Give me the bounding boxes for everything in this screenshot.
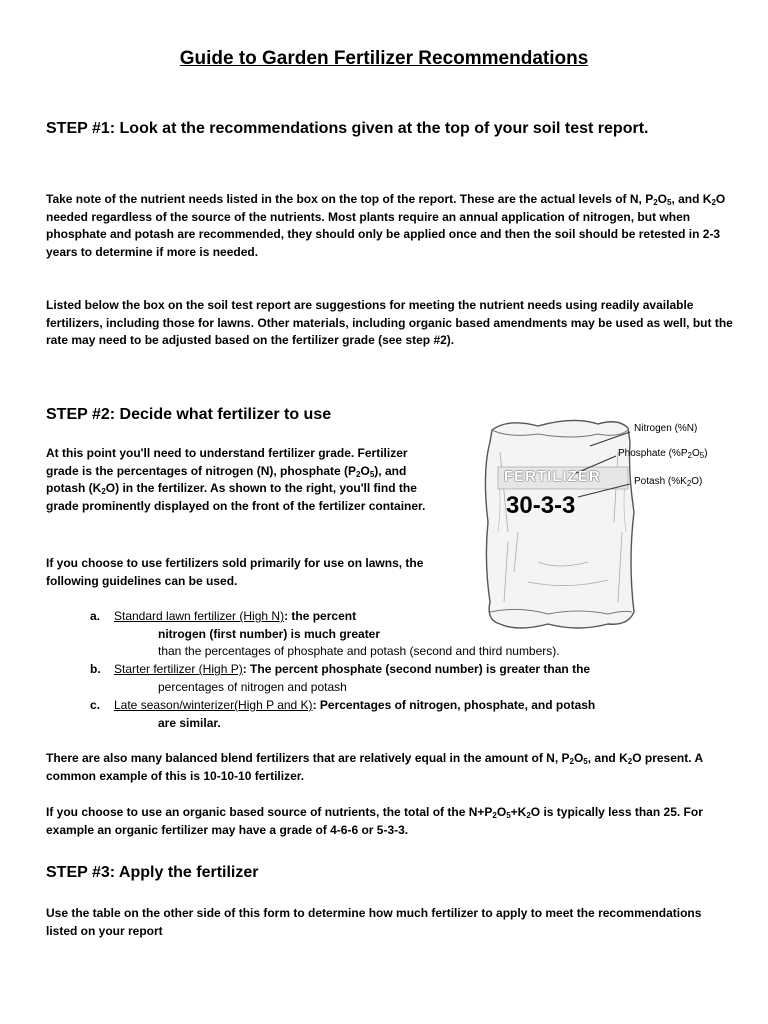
list-item-a: a. Standard lawn fertilizer (High N): the percent nitrogen (first number) is much greater than the percentages of phosphate and potash (second and third numbers).: [90, 609, 560, 658]
step1-heading: STEP #1: Look at the recommendations given at the top of your soil test report.: [46, 120, 649, 137]
step1-paragraph-1: Take note of the nutrient needs listed in the box on the top of the report. These are the actual levels of N, $P_2O_5$, and $K_2O$ needed regardless of the source of the nutrients. Most plants require an annual application of nitrogen, but when phosphate and potash are recommended, they should only be applied once and then the soil should be retested in 2-3 years to determine if more is needed.: [46, 192, 726, 259]
fertilizer-grade: 30-3-3: [506, 492, 576, 519]
step2-paragraph-2: If you choose to use fertilizers sold primarily for use on lawns, the following guidelines can be used.: [46, 556, 424, 588]
step2-paragraph-4: If you choose to use an organic based source of nutrients, the total of the $N+P_2O_5+K_2O$ is typically less than 25. For example an organic fertilizer may have a grade of 4-6-6 or 5-3-3.: [46, 805, 703, 837]
label-nitrogen: Nitrogen (%N): [634, 423, 698, 434]
fertilizer-bag-figure: [478, 412, 728, 640]
label-phosphate: Phosphate $(\%P_2O_5)$: [618, 448, 708, 460]
page-title: Guide to Garden Fertilizer Recommendations: [179, 48, 589, 69]
step2-paragraph-1: At this point you'll need to understand fertilizer grade. Fertilizer grade is the percentages of nitrogen (N), phosphate $(P_2O_5)$, and potash $(K_2O)$ in the fertilizer. As shown to the right, you'll find the grade prominently displayed on the front of the fertilizer container.: [46, 446, 426, 513]
list-item-b: b. Starter fertilizer (High P): The percent phosphate (second number) is greater than the percentages of nitrogen and potash: [90, 662, 591, 694]
step2-heading: STEP #2: Decide what fertilizer to use: [46, 406, 332, 423]
fertilizer-bag-illustration: [478, 412, 728, 640]
step3-paragraph-1: Use the table on the other side of this form to determine how much fertilizer to apply to meet the recommendations listed on your report: [46, 906, 702, 938]
list-item-c: c. Late season/winterizer(High P and K): Percentages of nitrogen, phosphate, and potash are similar.: [90, 698, 596, 730]
bag-brand-text: FERTILIZER: [504, 468, 601, 485]
step1-paragraph-2: Listed below the box on the soil test report are suggestions for meeting the nutrient needs using readily available fertilizers, including those for lawns. Other materials, including organic based amendments may be used as well, but the rate may need to be adjusted based on the fertilizer grade (see step #2).: [46, 298, 733, 347]
step2-paragraph-3: There are also many balanced blend fertilizers that are relatively equal in the amount of N, $P_2O_5$, and $K_2O$ present. A common example of this is 10-10-10 fertilizer.: [46, 751, 703, 783]
step3-heading: STEP #3: Apply the fertilizer: [46, 864, 259, 881]
label-potash: Potash $(\%K_2O)$: [634, 476, 703, 488]
